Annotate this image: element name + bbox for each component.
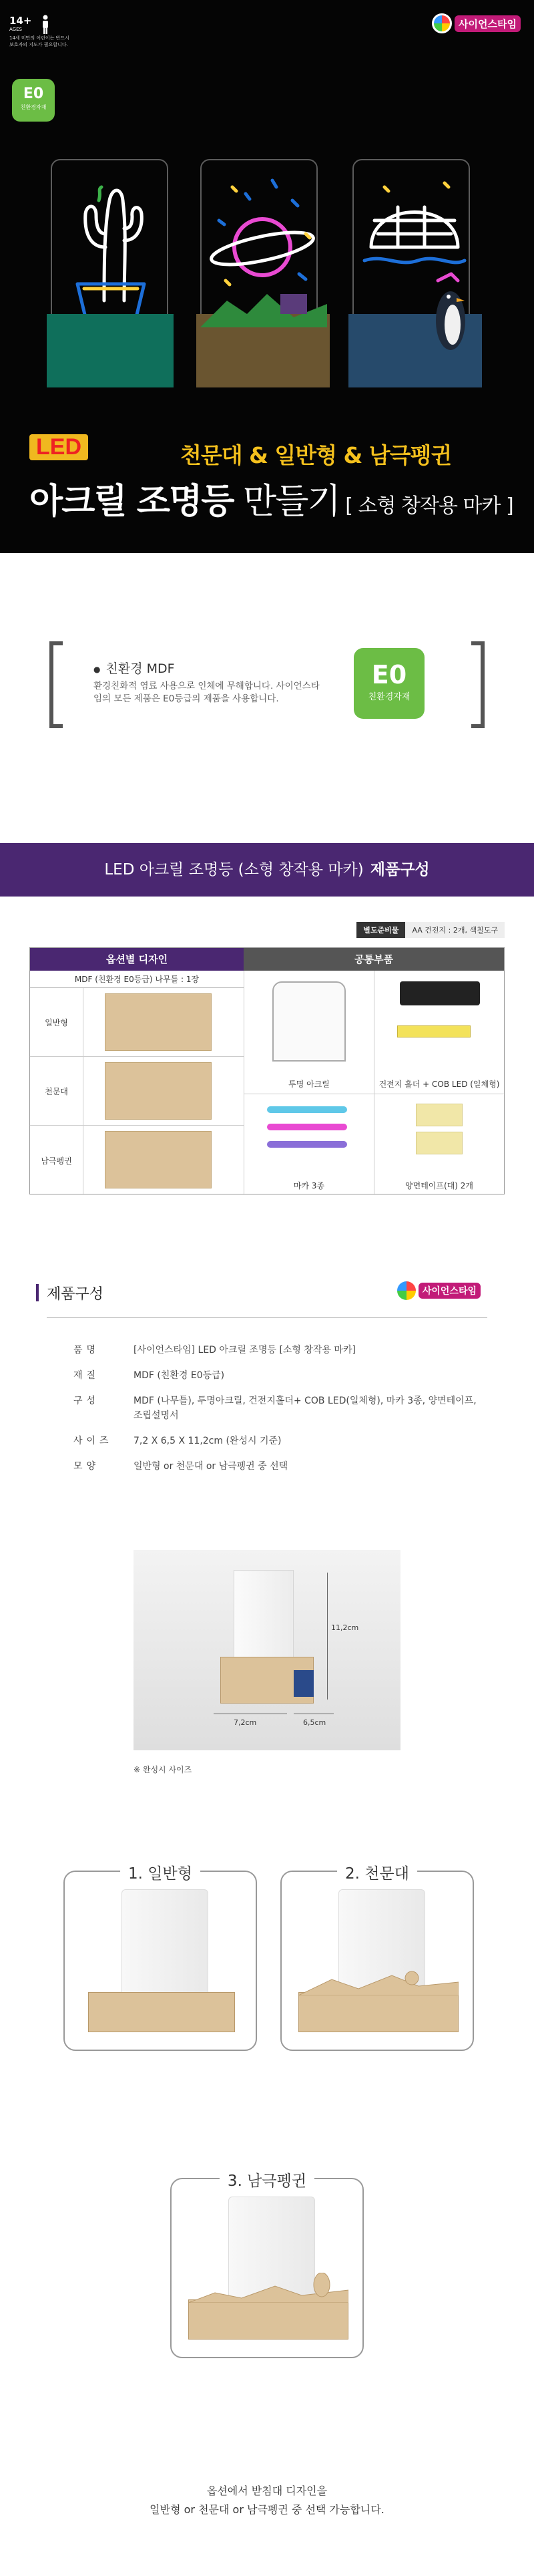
info-key: 재질 [73, 1370, 100, 1381]
option-card-observatory [280, 1865, 474, 2051]
eo-badge-sub: 친환경자재 [20, 104, 47, 110]
option-row-penguin [30, 1126, 244, 1195]
option-card-title: 2. 천문대 [337, 1861, 417, 1883]
brand-logo [432, 13, 521, 33]
age-sub-label: AGES [9, 27, 22, 32]
part-acrylic [244, 971, 374, 1094]
option-row-observatory [30, 1057, 244, 1126]
age-badge [9, 15, 69, 48]
composition-banner [0, 843, 534, 897]
eco-badge-label: E0 [371, 660, 407, 689]
option-sub-header: MDF (친환경 E0등급) 나무틀 : 1장 [30, 971, 244, 988]
size-note: ※ 완성시 사이즈 [134, 1765, 192, 1774]
closing-line-1: 옵션에서 받침대 디자인을 [206, 2484, 328, 2497]
info-value: [사이언스타임] LED 아크릴 조명등 [소형 창작용 마카] [134, 1345, 356, 1355]
observatory-base-image [298, 1992, 459, 2032]
brand-logo-icon [397, 1281, 416, 1300]
marker-pink-image [267, 1124, 347, 1130]
info-divider [47, 1317, 487, 1318]
left-bracket [49, 641, 63, 728]
info-brand-name: 사이언스타임 [419, 1283, 481, 1299]
option-card-penguin [170, 2172, 364, 2358]
info-key: 구성 [73, 1396, 100, 1406]
cob-led-image [397, 1025, 471, 1037]
observatory-silhouette [298, 1969, 459, 1995]
child-icon [41, 15, 49, 35]
part-caption: 투명 아크릴 [288, 1080, 330, 1089]
info-brand-logo [397, 1281, 481, 1300]
right-bracket [471, 641, 485, 728]
option-design-header: 옵션별 디자인 [30, 948, 244, 971]
mdf-board-image [105, 1131, 212, 1188]
part-markers [244, 1094, 374, 1195]
eco-badge [354, 648, 425, 719]
size-photo [134, 1550, 400, 1750]
battery-holder-image [400, 981, 480, 1005]
hero-title-small: [ 소형 창작용 마카 ] [339, 494, 513, 518]
part-caption: 양면테이프(대) 2개 [405, 1181, 473, 1190]
hero-subtitle: 천문대 & 일반형 & 남극펭귄 [180, 442, 452, 468]
part-battery-led [374, 971, 504, 1094]
info-value: 일반형 or 천문대 or 남극펭귄 중 선택 [134, 1461, 288, 1472]
info-row-shape [73, 1459, 481, 1474]
info-row-composition [73, 1394, 481, 1423]
option-card-general [63, 1865, 257, 2051]
hero-banner [0, 0, 534, 553]
banner-light-text: LED 아크릴 조명등 (소형 창작용 마카) [104, 861, 364, 878]
product-info-heading: 제품구성 [47, 1283, 103, 1303]
closing-text [0, 2482, 534, 2519]
part-caption: 마카 3종 [293, 1181, 325, 1190]
eo-badge [12, 79, 55, 122]
info-key: 사이즈 [73, 1436, 113, 1446]
penguin-figure [427, 281, 474, 354]
common-parts-header: 공통부품 [244, 948, 504, 971]
marker-blue-image [267, 1106, 347, 1113]
acrylic-panel-image [234, 1570, 294, 1670]
led-tag: LED [29, 434, 88, 460]
tape-image [416, 1104, 463, 1126]
height-guide [327, 1573, 328, 1700]
info-value: MDF (나무틀), 투명아크릴, 건전지홀더+ COB LED(일체형), 마카 3종, 양면테이프, 조립설명서 [134, 1396, 477, 1421]
mdf-board-image [105, 993, 212, 1051]
part-tape [374, 1094, 504, 1195]
age-warning: 14세 미만의 어린이는 반드시 보호자의 지도가 필요합니다. [9, 35, 69, 47]
height-dimension: 11,2cm [331, 1623, 359, 1632]
info-row-material [73, 1368, 481, 1383]
age-label: 14+ [9, 15, 32, 27]
eco-badge-sub: 친환경자재 [368, 692, 411, 702]
marker-purple-image [267, 1141, 347, 1148]
option-label: 천문대 [30, 1057, 83, 1125]
penguin-silhouette [188, 2273, 348, 2303]
option-card-title: 1. 일반형 [120, 1861, 200, 1883]
eo-badge-label: E0 [23, 86, 44, 102]
info-value: 7,2 X 6,5 X 11,2cm (완성시 기준) [134, 1436, 282, 1446]
hero-title [29, 473, 513, 523]
penguin-base-image [188, 2299, 348, 2340]
closing-line-2: 일반형 or 천문대 or 남극펭귄 중 선택 가능합니다. [150, 2503, 384, 2516]
mountain-landscape [200, 287, 327, 327]
extra-materials-tag [356, 922, 505, 938]
extra-materials-label: 별도준비물 [356, 922, 405, 938]
depth-dimension: 6,5cm [303, 1718, 326, 1727]
hero-title-light: 만들기 [233, 482, 340, 522]
parts-table [29, 947, 505, 1194]
info-key: 모양 [73, 1461, 100, 1472]
hero-title-bold: 아크릴 조명등 [29, 482, 234, 522]
option-label: 일반형 [30, 988, 83, 1056]
banner-bold-text: 제품구성 [370, 861, 430, 878]
part-caption: 건전지 홀더 + COB LED (일체형) [378, 1080, 500, 1089]
info-value: MDF (친환경 E0등급) [134, 1370, 225, 1381]
eco-description: 환경친화적 염료 사용으로 인체에 무해합니다. 사이언스타임의 모든 제품은 E0등급의 제품을 사용합니다. [93, 681, 320, 704]
option-label: 남극펭귄 [30, 1126, 83, 1195]
info-key: 품명 [73, 1345, 100, 1355]
battery-holder-image [294, 1670, 314, 1697]
cactus-drawing [57, 167, 164, 321]
eco-title: ● 친환경 MDF [93, 659, 175, 677]
info-row-size [73, 1434, 481, 1448]
width-dimension: 7,2cm [234, 1718, 257, 1727]
option-card-title: 3. 남극펭귄 [220, 2168, 314, 2191]
acrylic-panel-image [121, 1889, 208, 2003]
tape-image [416, 1132, 463, 1154]
brand-logo-icon [432, 13, 452, 33]
eco-section [0, 641, 534, 728]
lamp-base-cactus [47, 314, 174, 387]
extra-materials-value: AA 건전지 : 2개, 색칠도구 [405, 922, 505, 938]
info-row-name [73, 1343, 481, 1357]
mdf-board-image [105, 1062, 212, 1120]
acrylic-panel-image [272, 981, 346, 1062]
wooden-base-image [88, 1992, 235, 2032]
brand-name: 사이언스타임 [455, 15, 521, 32]
option-row-general [30, 988, 244, 1057]
